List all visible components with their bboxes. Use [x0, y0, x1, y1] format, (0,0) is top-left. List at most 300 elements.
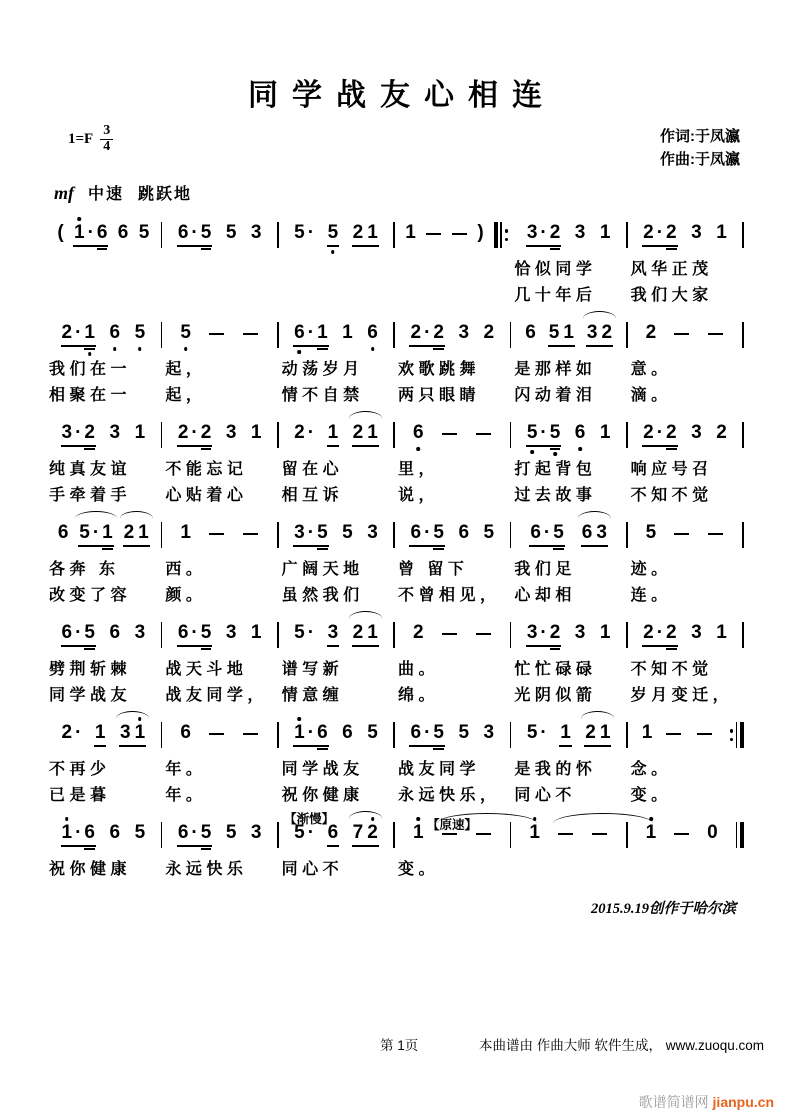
augmentation-dot: · [656, 622, 664, 643]
note-group [473, 622, 494, 635]
note: 5 [553, 522, 564, 543]
note-group [705, 322, 726, 335]
note: 6 [107, 322, 122, 344]
note: 2 [352, 622, 364, 643]
octave-up-dot [416, 817, 420, 821]
note-group [249, 422, 264, 444]
lyric-text: 绵。 [397, 687, 439, 704]
music-system [46, 310, 744, 409]
lyric-text: 几十年后 [514, 287, 597, 304]
note: 3 [691, 422, 702, 443]
lyric-text: 里， [397, 461, 439, 478]
measure-notes [162, 810, 278, 857]
note-group [525, 222, 562, 244]
note-row [628, 622, 743, 657]
note-group [714, 622, 729, 644]
lyricist-credit: 作词:于凤瀛 [660, 128, 740, 145]
note: 3 [596, 522, 607, 543]
measure [628, 410, 744, 509]
octave-up-dot [298, 717, 302, 721]
lyric-text: 动荡岁月 [281, 361, 364, 378]
note-group [456, 522, 471, 544]
repeat-dots [727, 722, 736, 748]
measure-notes [395, 410, 511, 457]
lyric-text: 过去故事 [514, 487, 597, 504]
lyric-text: 不能忘记 [165, 461, 248, 478]
style-mark: 跳跃地 [138, 186, 193, 203]
note: 6 [530, 522, 541, 543]
note-group [585, 322, 614, 344]
note: 2 [294, 422, 305, 443]
note-group [176, 622, 213, 644]
note-group [326, 222, 341, 244]
measure [162, 810, 278, 883]
note-row [628, 722, 727, 757]
repeat-dots [502, 222, 511, 248]
measure-notes [46, 210, 162, 257]
augmentation-dot: · [540, 622, 547, 643]
meter-denominator: 4 [103, 138, 111, 154]
lyric-text: 情意缠 [281, 687, 344, 704]
note: 5 [317, 522, 328, 543]
note: 5 [178, 322, 193, 344]
note-group [351, 222, 380, 244]
note: 6 [57, 522, 69, 543]
lyric-text: 是那样如 [514, 361, 597, 378]
note: 6 [410, 522, 422, 543]
note-row [395, 722, 510, 757]
note: 1 [367, 422, 378, 443]
note-row [395, 818, 510, 857]
augmentation-dot: · [307, 522, 315, 543]
lyric-text: 年。 [165, 787, 207, 804]
lyric-text: 变。 [397, 861, 439, 878]
augmentation-dot: · [191, 822, 198, 843]
note-row [162, 622, 277, 657]
measure [511, 410, 627, 509]
note-group [122, 522, 151, 544]
note: 2 [549, 222, 561, 243]
lyric-text: 祝你健康 [281, 787, 364, 804]
measure-notes [46, 810, 162, 857]
note: 6 [180, 722, 191, 743]
score [46, 210, 744, 883]
measure-notes [511, 610, 627, 657]
note: 1 [342, 322, 353, 343]
note: 5 [134, 822, 146, 843]
dash-note [592, 833, 607, 835]
note-group [365, 522, 380, 544]
note-group [206, 722, 227, 735]
note-group [525, 422, 562, 444]
measure [395, 710, 511, 809]
generator-credit: 本曲谱由 作曲大师 软件生成， www.zuoqu.com [478, 1038, 764, 1053]
measure-notes [511, 710, 627, 757]
augmentation-dot: · [656, 222, 664, 243]
augmentation-dot: · [191, 622, 198, 643]
lyric-text: 永远快乐 [165, 861, 248, 878]
note: 3 [225, 622, 237, 643]
measure [46, 310, 162, 409]
note: 3 [586, 322, 598, 343]
measure [395, 410, 511, 509]
note: 6 [177, 822, 189, 843]
measure [162, 210, 278, 309]
lyric-text: 纯真友谊 [49, 461, 132, 478]
lyric-text: 同学战友 [49, 687, 132, 704]
note: 5 [367, 722, 378, 743]
note-group [60, 622, 97, 644]
note: 2 [585, 722, 596, 743]
octave-up-dot [65, 817, 69, 821]
note-row [162, 522, 277, 557]
note: 2 [365, 822, 380, 844]
note: 2 [601, 322, 613, 343]
lyric-text: 心贴着心 [165, 487, 248, 504]
note-group [598, 222, 613, 244]
note: 6 [177, 622, 189, 643]
measure [511, 310, 627, 409]
dash-note [476, 633, 491, 635]
note-group [641, 622, 678, 644]
octave-down-dot [578, 447, 582, 451]
lyric-text: 我们在一 [49, 361, 132, 378]
note-group [449, 222, 470, 235]
note-group [292, 222, 315, 244]
note-group [176, 822, 213, 844]
note: 6 [317, 722, 328, 743]
augmentation-dot: · [540, 222, 547, 243]
augmentation-dot: · [543, 522, 551, 543]
note-group [292, 422, 315, 444]
octave-down-dot [184, 347, 188, 351]
note-group [714, 222, 729, 244]
song-title: 同学战友心相连 [248, 79, 556, 112]
measure [279, 710, 395, 809]
note-row [511, 322, 626, 357]
lyric-text [46, 283, 162, 309]
measure-notes [511, 410, 627, 457]
barline [742, 222, 744, 248]
note-row [46, 722, 161, 757]
note: 6 [365, 322, 380, 344]
note: 1 [599, 422, 611, 443]
note-group [178, 722, 193, 744]
measure-notes [279, 310, 395, 357]
barline [742, 322, 744, 348]
measure [628, 610, 744, 709]
note-row [511, 822, 626, 857]
note-row [46, 322, 161, 357]
augmentation-dot: · [307, 622, 315, 643]
lyric-text: 留在心 [281, 461, 344, 478]
slur-arc [120, 511, 153, 519]
measure-notes [162, 210, 278, 257]
note: 1 [94, 722, 106, 743]
lyric-text: 连。 [630, 587, 672, 604]
note-row [279, 522, 394, 557]
measure [46, 510, 162, 609]
note: 2 [123, 522, 135, 543]
note: 3 [526, 622, 538, 643]
note: 5 [526, 722, 538, 743]
augmentation-dot: · [191, 222, 198, 243]
lyric-text: 念。 [630, 761, 672, 778]
note: 5 [200, 822, 212, 843]
note: 5 [133, 322, 148, 344]
note: 5 [483, 522, 495, 543]
note: 6 [458, 522, 470, 543]
music-system [46, 610, 744, 709]
note-group [439, 422, 460, 435]
tempo-mark: 中速 [88, 186, 125, 203]
note-group [525, 722, 548, 744]
note-group [689, 622, 704, 644]
lyric-text: 起， [165, 387, 207, 404]
measure-notes [395, 210, 511, 257]
note-group [292, 622, 315, 644]
lyric-text: 不知不觉 [630, 661, 713, 678]
note-row [395, 522, 510, 557]
measure [279, 810, 395, 883]
note-group [292, 722, 329, 744]
note-row [279, 812, 394, 857]
note-group [663, 722, 684, 735]
note-group [411, 422, 426, 444]
note: ( [57, 222, 64, 243]
note-group [60, 422, 97, 444]
lyric-text: 不再少 [49, 761, 111, 778]
lyric-text: 闪动着泪 [514, 387, 597, 404]
note-group [598, 422, 613, 444]
measure-notes [395, 610, 511, 657]
dash-note [697, 733, 712, 735]
note-row [162, 822, 277, 857]
lyric-text: 变。 [630, 787, 672, 804]
note: 2 [666, 422, 677, 443]
note-row [279, 422, 394, 457]
note-group [555, 822, 576, 835]
note-group [689, 422, 704, 444]
note: 1 [405, 222, 416, 243]
footer-row [0, 1034, 790, 1054]
note: 5 [225, 822, 237, 843]
note: 5 [294, 222, 305, 243]
measure [511, 510, 627, 609]
note: 6 [342, 722, 353, 743]
note: 2 [177, 422, 189, 443]
repeat-dot [505, 229, 508, 232]
music-system [46, 410, 744, 509]
measure-notes [395, 510, 511, 557]
note-group [365, 722, 380, 744]
note-group [689, 222, 704, 244]
note: 3 [483, 722, 495, 743]
note-row [628, 422, 743, 457]
note-group [206, 522, 227, 535]
note-group [714, 422, 729, 444]
note: 5 [525, 422, 540, 444]
note-group [249, 822, 264, 844]
note-group [60, 722, 83, 744]
note: 5 [326, 222, 341, 244]
note-group [56, 522, 71, 544]
dash-note [426, 233, 441, 235]
lyric-text: 年。 [165, 761, 207, 778]
dash-note [209, 533, 224, 535]
music-system [46, 810, 744, 883]
lyric-text: 两只眼睛 [397, 387, 480, 404]
measure-notes [279, 810, 395, 857]
note: 1 [134, 422, 146, 443]
augmentation-dot: · [92, 522, 100, 543]
note-group [423, 222, 444, 235]
measure [511, 610, 627, 709]
measure-notes [395, 710, 511, 757]
note-group [694, 722, 715, 735]
lyric-text: 风华正茂 [630, 261, 713, 278]
note: 2 [61, 722, 73, 743]
augmentation-dot: · [540, 422, 547, 443]
note: 1 [563, 322, 574, 343]
note-row [162, 322, 277, 357]
note: 3 [294, 522, 305, 543]
note: 1 [133, 722, 148, 744]
page-number: 第 1页 [380, 1038, 419, 1053]
lyric-text [395, 257, 511, 283]
note-row [279, 222, 394, 257]
note-group [644, 522, 659, 544]
key-signature [68, 124, 113, 154]
music-system [46, 510, 744, 609]
lyric-text: 我们大家 [630, 287, 713, 304]
note-group [224, 222, 239, 244]
lyric-text: 不曾相见， [397, 587, 501, 604]
lyric-text: 相聚在一 [49, 387, 132, 404]
measure [279, 310, 395, 409]
note: 3 [225, 422, 237, 443]
note-row [46, 622, 161, 657]
note: 2 [666, 622, 677, 643]
lyric-text [628, 857, 744, 883]
note-row [46, 422, 161, 457]
note-group [240, 522, 261, 535]
dash-note [209, 733, 224, 735]
lyric-text: 战友同学， [165, 687, 268, 704]
lyric-text: 欢歌跳舞 [397, 361, 480, 378]
note: 6 [581, 522, 593, 543]
slur-arc [578, 511, 611, 519]
note: 3 [250, 222, 262, 243]
note-group [573, 222, 588, 244]
note-group [133, 422, 148, 444]
note-group [482, 722, 497, 744]
measure [162, 710, 278, 809]
lyric-text: 广阔天地 [281, 561, 364, 578]
note-group [351, 422, 380, 444]
note: 1 [599, 622, 611, 643]
lyric-text: 情不自禁 [281, 387, 364, 404]
measure [162, 310, 278, 409]
note: 1 [327, 422, 339, 443]
dash-note [209, 333, 224, 335]
measure [628, 710, 744, 809]
measure [279, 410, 395, 509]
slur-arc [349, 811, 382, 819]
lyric-text: 永远快乐， [397, 787, 501, 804]
tempo-change-annotation: 【渐慢】 [284, 812, 335, 826]
note-group [326, 422, 341, 444]
note: 5 [433, 722, 444, 743]
measure-notes [279, 610, 395, 657]
note-group [482, 322, 497, 344]
note-group [60, 822, 97, 844]
note-row [162, 422, 277, 457]
note-group [340, 522, 355, 544]
augmentation-dot: · [307, 722, 315, 743]
note-group [240, 322, 261, 335]
lyric-text: 恰似同学 [514, 261, 597, 278]
note: 1 [367, 622, 378, 643]
barline-repeat-end [740, 722, 744, 748]
note: 3 [61, 422, 73, 443]
dash-note [243, 333, 258, 335]
augmentation-dot: · [540, 722, 547, 743]
lyric-text: 已是暮 [49, 787, 111, 804]
note: 2 [352, 422, 364, 443]
note: 5 [433, 522, 444, 543]
note: 5 [79, 522, 90, 543]
dash-note [476, 433, 491, 435]
note: 3 [574, 622, 586, 643]
lyric-text: 改变了容 [49, 587, 132, 604]
dash-note [442, 633, 457, 635]
measure-notes [628, 510, 744, 557]
measure-notes [395, 810, 511, 857]
octave-down-dot [113, 347, 117, 351]
note-group [137, 222, 152, 244]
note: 3 [250, 822, 262, 843]
note: 6 [109, 622, 121, 643]
repeat-dot [730, 729, 733, 732]
note: 1 [527, 822, 542, 844]
note-row [279, 622, 394, 657]
note-row [511, 222, 626, 257]
augmentation-dot: · [424, 722, 431, 743]
dash-note [442, 433, 457, 435]
dash-note [476, 833, 491, 835]
note: 6 [410, 722, 422, 743]
note-group [408, 322, 445, 344]
note: 1 [599, 722, 611, 743]
note-group [439, 622, 460, 635]
note-group [408, 722, 445, 744]
note-group [671, 522, 692, 535]
note-group [403, 222, 418, 244]
note: 6 [96, 222, 108, 243]
watermark-domain: jianpu.cn [712, 1094, 774, 1110]
dash-note [674, 533, 689, 535]
note: 1 [317, 322, 328, 343]
time-signature [100, 124, 113, 154]
lyric-text: 西。 [165, 561, 207, 578]
note: 1 [250, 622, 262, 643]
note-group [411, 622, 426, 644]
note-row [395, 322, 510, 357]
lyric-text: 滴。 [630, 387, 672, 404]
note-row [162, 222, 277, 257]
note: 2 [200, 422, 212, 443]
